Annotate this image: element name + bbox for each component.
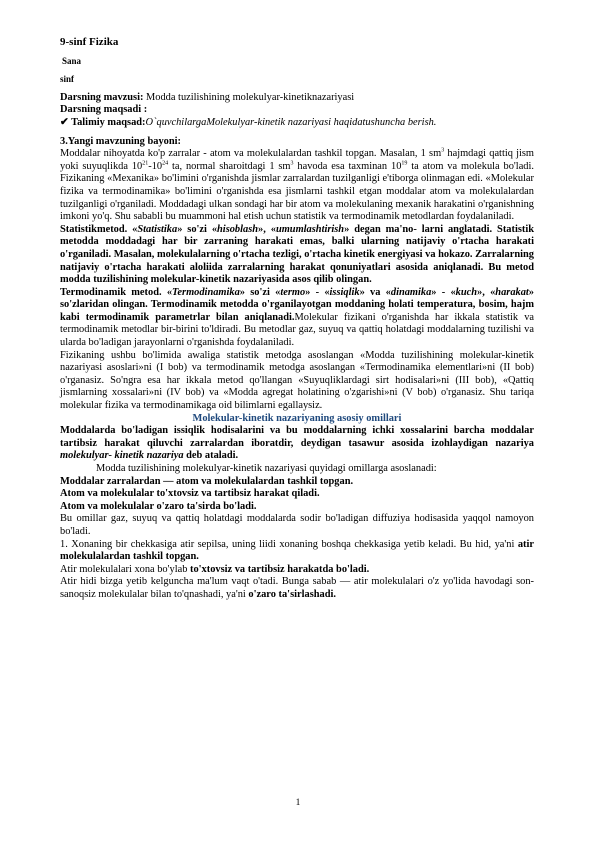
paragraph-thermodynamic-method: Termodinamik metod. «Termodinamika» so'zi «termo» - «issiqlik» va «dinamika» - «kuch», «harakat» so'zlaridan olingan. Termodinamik metodda o'rganilayotgan moddaning holati temperatura, bosim, hajm kabi termodinamik parametrlar bilan aniqlanadi.Molekular fizikani o'rganishda har ikkala statistik va termodinamik metodlar bir-birini to'ldiradi. Bu metodlar gaz, suyuq va qattiq holatdagi moddalarning tuzilishi va ularda bo'ladigan jarayonlarni o'rganishda foydalaniladi. xyxy=(60,286,534,349)
class-label: sinf xyxy=(60,74,75,85)
edu-goal-label: Talimiy maqsad: xyxy=(68,116,146,128)
factor-2: Atom va molekulalar to'xtovsiz va tartibsiz harakat qiladi. xyxy=(60,488,320,500)
paragraph-example-1: 1. Xonaning bir chekkasiga atir sepilsa, uning liidi xonaning boshqa chekkasiga yetib keladi. Bu hid, ya'ni atir molekulalardan tashkil topgan. xyxy=(60,538,534,563)
edu-goal-value: O`quvchilargaMolekulyar-kinetik nazariyasi haqidatushuncha berish. xyxy=(145,116,437,128)
goals-label: Darsning maqsadi : xyxy=(60,104,148,116)
paragraph-intro: Moddalar nihoyatda ko'p zarralar - atom va molekulalardan tashkil topgan. Masalan, 1 $sm^3$ hajmdagi qattiq jism yoki suyuqlikda $10^{21}-10^{24}$ ta, normal sharoitdagi 1 $sm^3$ havoda esa taxminan $10^{19}$ ta atom va molekula bo'ladi. Fizikaning «Mexanika» bo'limini o'rganishda jismlar zarralardan tuzilganligi e'tiborga olinmagan edi. «Molekular fizika va termodinamika» bo'limini o'rganishda esa jismlarni tashkil etgan moddalar atom va molekulalardan tuzilganligi o'rganiladi. Moddadagi ulkan sondagi har bir atom va molekulaning mexanik harakatini o'rganishning imkoni yo'q. Shu sababli bu muammoni hal etish uchun statistik va termodinamik metodlardan foydalaniladi. xyxy=(60,147,534,223)
date-label: Sana xyxy=(62,55,82,66)
topic-value: Modda tuzilishining molekulyar-kinetiknazariyasi xyxy=(143,91,355,103)
document-page xyxy=(60,36,534,602)
subject-title: 9-sinf Fizika xyxy=(60,36,119,48)
check-icon: ✔ xyxy=(60,116,69,128)
page-number: 1 xyxy=(295,798,301,808)
paragraph-chapters: Fizikaning ushbu bo'limida awaliga statistik metodga asoslangan «Modda tuzilishining molekular-kinetik nazariyasi asoslari»ni (I bob) va termodinamik metodga asoslangan «Termodinamika elementlari»ni (II bob) o'rganasiz. So'ngra esa har ikkala metod qo'llangan «Suyuqliklardagi sirt hodisalari»ni (III bob), «Qattiq jismlarning xossalari»ni (IV bob) va «Modda agregat holatining o'zgarishi»ni (V bob) o'rganasiz. Shu tariqa molekular fizika va termodinamikaga oid bilimlarni egallaysiz. xyxy=(60,349,534,412)
paragraph-factors-intro: Modda tuzilishining molekulyar-kinetik nazariyasi quyidagi omillarga asoslanadi: xyxy=(96,463,437,474)
lesson-topic xyxy=(60,92,534,105)
subsection-heading: Molekular-kinetik nazariyaning asosiy omillari xyxy=(192,412,402,424)
factor-3: Atom va molekulalar o'zaro ta'sirda bo'ladi. xyxy=(60,500,257,512)
factor-1: Moddalar zarralardan — atom va molekulalardan tashkil topgan. xyxy=(60,475,354,487)
paragraph-statistical-method: Statistikmetod. «Statistika» so'zi «hisoblash», «umumlashtirish» degan ma'no- larni anglatadi. Statistik metodda moddadagi har bir zarraning harakati emas, balki ularning natijaviy o'rtacha harakati o'rganiladi. Masalan, molekulalarning o'rtacha tezligi, o'rtacha kinetik energiyasi va hokazo. Zarralarning natijaviy o'rtacha harakati aloliida zarralarning harakat qonuniyatlari asosida aniqlanadi. Bu metod modda tuzilishining molekular-kinetik nazariyasida asos qilib olingan. xyxy=(60,223,535,286)
paragraph-diffusion: Bu omillar gaz, suyuq va qattiq holatdagi moddalarda sodir bo'ladigan diffuziya hodisasida yaqqol namoyon bo'ladi. xyxy=(60,513,534,537)
edu-goal xyxy=(60,117,534,130)
section-heading: 3.Yangi mavzuning bayoni: xyxy=(60,135,181,147)
paragraph-example-2: Atir molekulalari xona bo'ylab to'xtovsiz va tartibsiz harakatda bo'ladi. xyxy=(60,563,370,575)
topic-label: Darsning mavzusi: xyxy=(60,91,144,103)
paragraph-example-3: Atir hidi bizga yetib kelguncha ma'lum vaqt o'tadi. Bunga sabab — atir molekulalari o'z yo'lida havodagi son-sanoqsiz molekulalar bilan to'qnashadi, ya'ni o'zaro ta'sirlashadi. xyxy=(60,576,534,600)
paragraph-definition: Moddalarda bo'ladigan issiqlik hodisalarini va bu moddalarning ichki xossalarini barcha moddalar tartibsiz harakat qiluvchi zarralardan iboratdir, deydigan tasawur asosida izohlaydigan nazariya molekulyar- kinetik nazariya deb ataladi. xyxy=(60,425,534,462)
